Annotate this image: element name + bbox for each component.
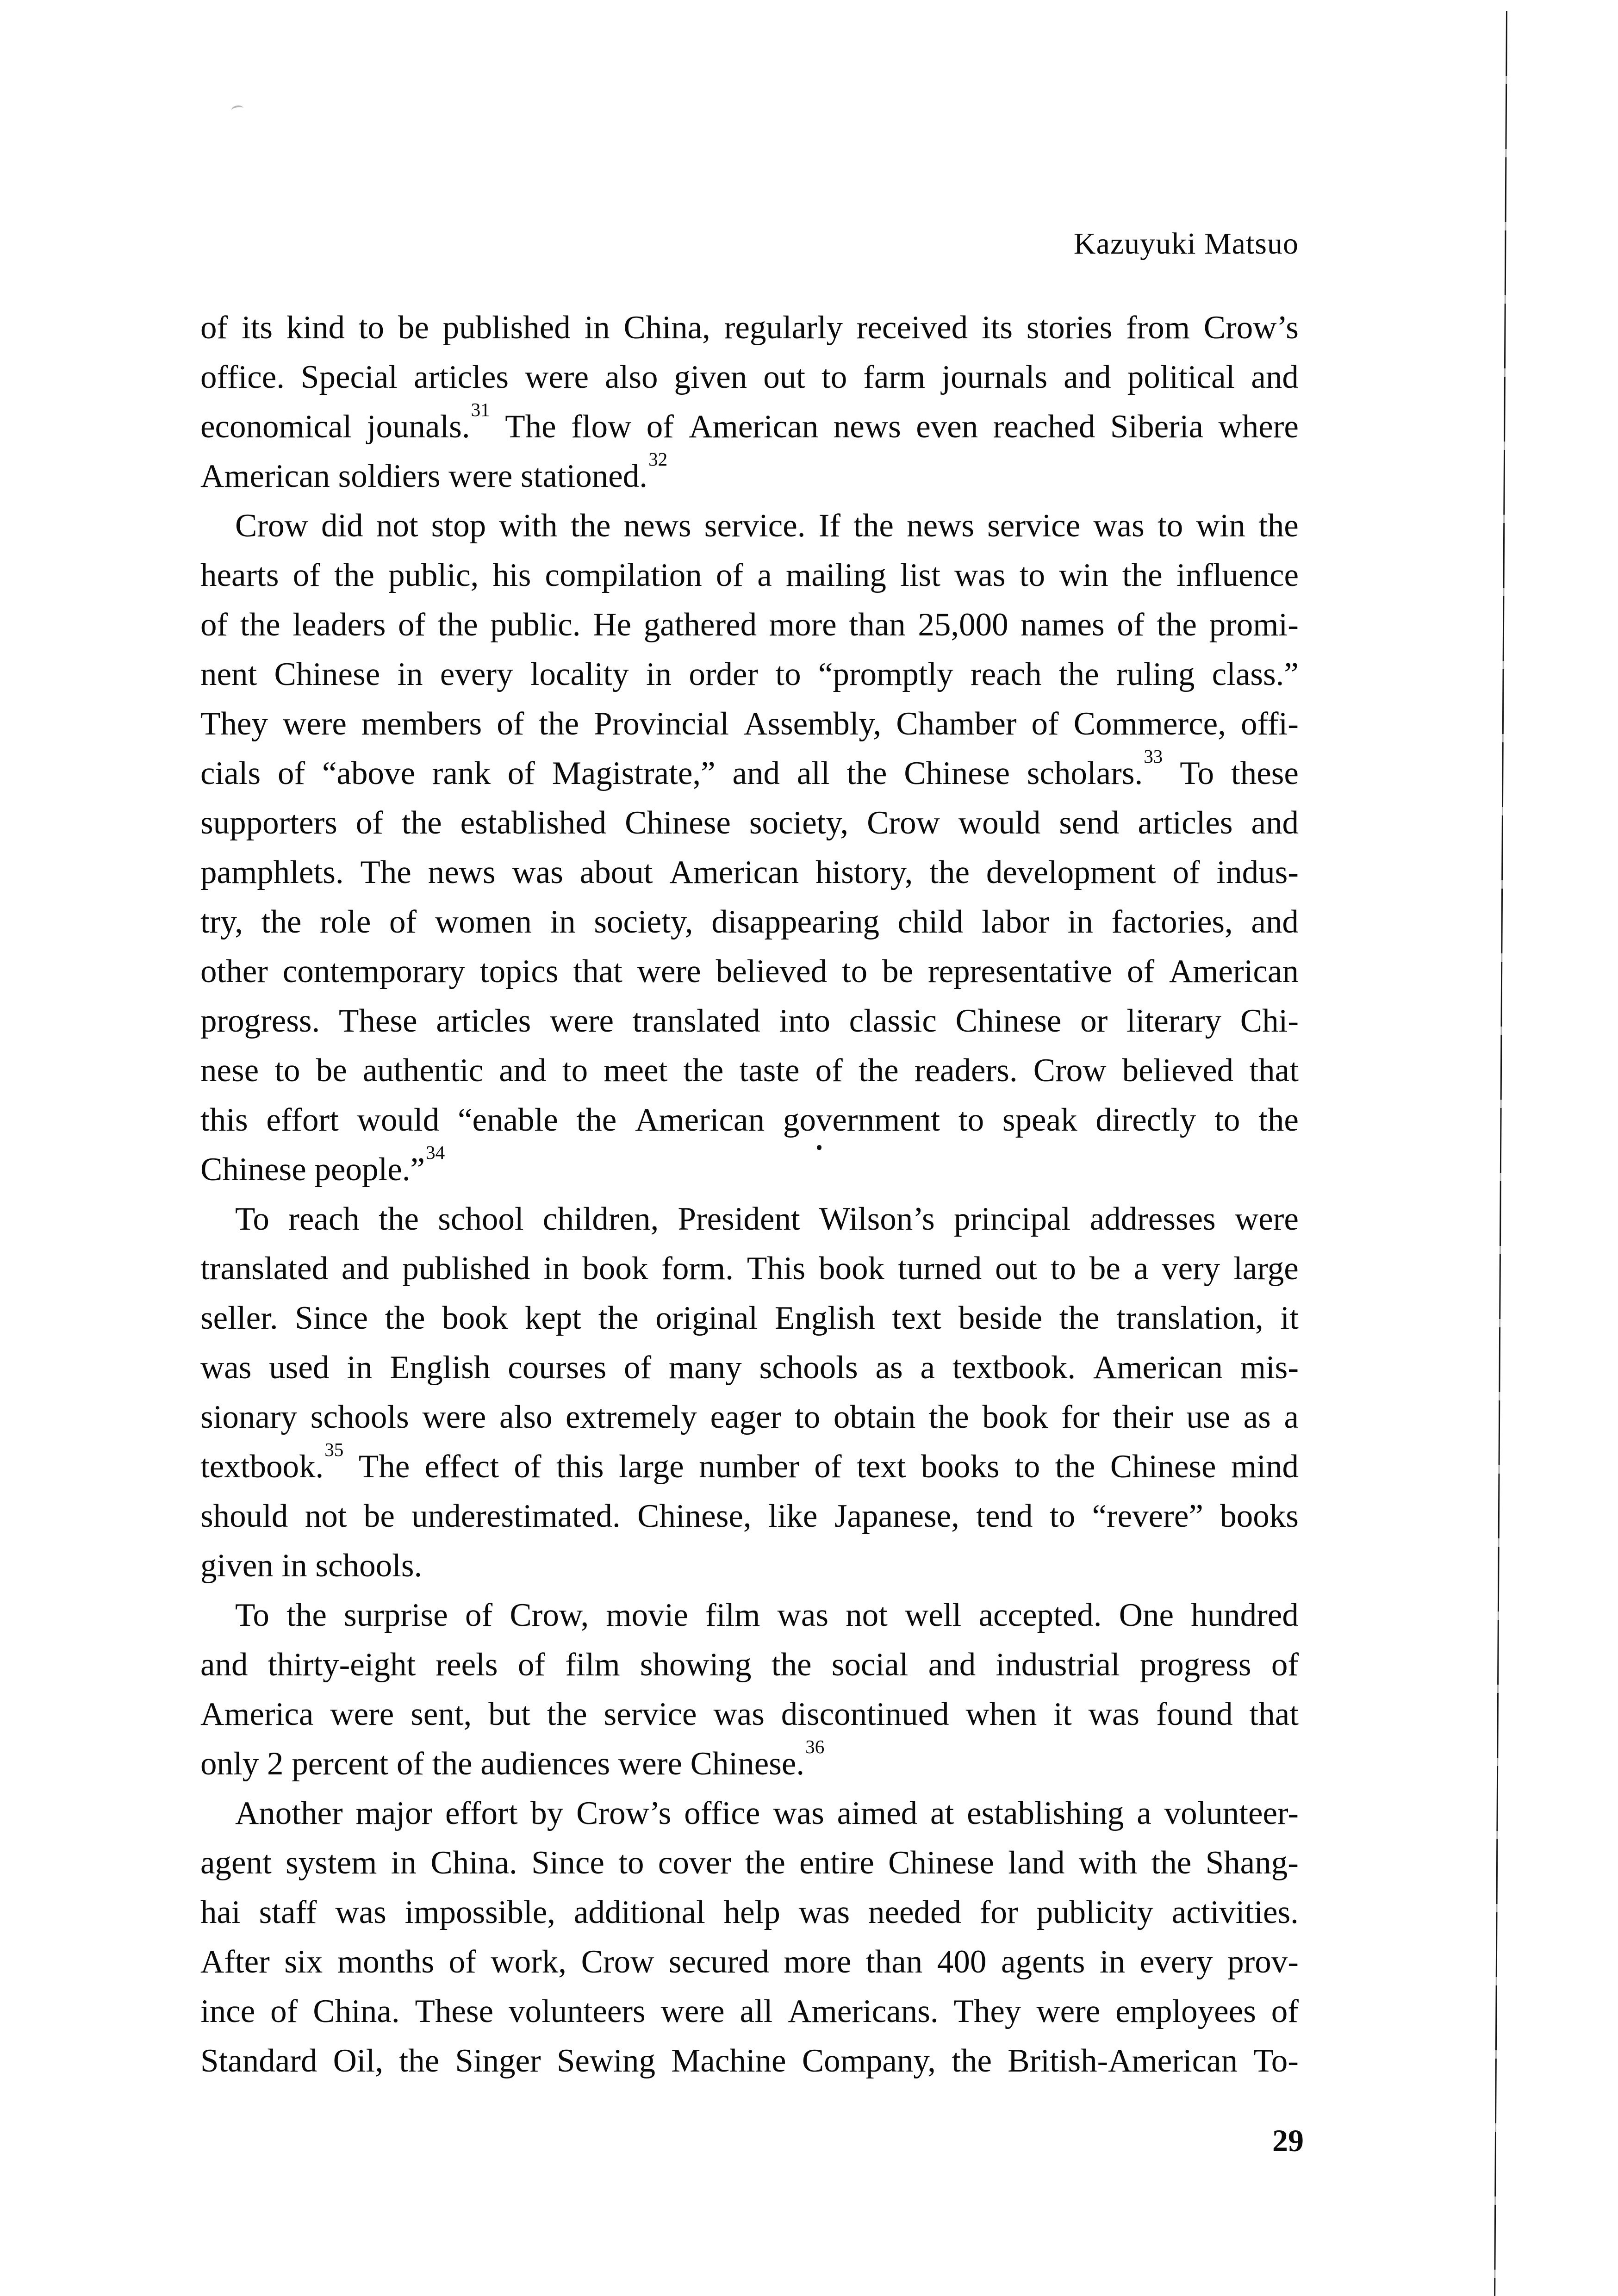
text-line: hearts of the public, his compilation of a mailing list was to win the influence [200, 557, 1299, 593]
text-line: cials of “above rank of Magistrate,” and all the Chinese scholars.$^{33}$ To these [200, 745, 1299, 791]
scan-edge-line-artifact [1494, 11, 1507, 2296]
text-line: should not be underestimated. Chinese, like Japanese, tend to “revere” books [200, 1498, 1299, 1534]
text-line: Crow did not stop with the news service. If the news service was to win the [235, 508, 1299, 544]
text-line: supporters of the established Chinese society, Crow would send articles and [200, 805, 1299, 841]
text-line: textbook.$^{35}$ The effect of this large number of text books to the Chinese mind [200, 1438, 1299, 1485]
text-line: other contemporary topics that were believed to be representative of American [200, 953, 1299, 989]
page-header-author: Kazuyuki Matsuo [1073, 227, 1299, 261]
text-line: Standard Oil, the Singer Sewing Machine Company, the British-American To- [200, 2043, 1299, 2079]
text-block [200, 303, 1299, 2086]
text-line: translated and published in book form. This book turned out to be a very large [200, 1251, 1299, 1287]
text-line: Another major effort by Crow’s office was aimed at establishing a volunteer- [235, 1795, 1299, 1831]
text-line: nent Chinese in every locality in order to “promptly reach the ruling class.” [200, 656, 1299, 692]
text-line: agent system in China. Since to cover the entire Chinese land with the Shang- [200, 1845, 1299, 1881]
text-line: this effort would “enable the American government to speak directly to the [200, 1102, 1299, 1138]
text-line: ince of China. These volunteers were all Americans. They were employees of [200, 1993, 1299, 2029]
text-line: economical jounals.$^{31}$ The flow of American news even reached Siberia where [200, 398, 1299, 445]
text-line: of the leaders of the public. He gathered more than 25,000 names of the promi- [200, 607, 1299, 643]
text-line: only 2 percent of the audiences were Chinese.$^{36}$ [200, 1736, 825, 1782]
page-number: 29 [1272, 2123, 1304, 2158]
text-line: seller. Since the book kept the original English text beside the translation, it [200, 1300, 1299, 1336]
text-line: nese to be authentic and to meet the taste of the readers. Crow believed that [200, 1052, 1299, 1089]
text-line: office. Special articles were also given out to farm journals and political and [200, 359, 1299, 395]
text-line: given in schools. [200, 1548, 423, 1584]
text-line: was used in English courses of many schools as a textbook. American mis- [200, 1350, 1299, 1386]
text-line: and thirty-eight reels of film showing the social and industrial progress of [200, 1647, 1299, 1683]
text-line: try, the role of women in society, disappearing child labor in factories, and [200, 904, 1299, 940]
text-line: Chinese people.”$^{34}$ [200, 1141, 445, 1188]
text-line: American soldiers were stationed.$^{32}$ [200, 448, 668, 494]
scan-smudge-artifact [231, 105, 244, 114]
text-line: progress. These articles were translated into classic Chinese or literary Chi- [200, 1003, 1299, 1039]
text-line: After six months of work, Crow secured more than 400 agents in every prov- [200, 1944, 1299, 1980]
text-line: of its kind to be published in China, regularly received its stories from Crow’s [200, 310, 1299, 346]
text-line: sionary schools were also extremely eager to obtain the book for their use as a [200, 1399, 1299, 1435]
text-line: To reach the school children, President Wilson’s principal addresses were [235, 1201, 1299, 1237]
text-line: America were sent, but the service was discontinued when it was found that [200, 1696, 1299, 1732]
text-line: pamphlets. The news was about American history, the development of indus- [200, 854, 1299, 890]
text-line: To the surprise of Crow, movie film was not well accepted. One hundred [235, 1597, 1299, 1633]
text-line: They were members of the Provincial Assembly, Chamber of Commerce, offi- [200, 706, 1299, 742]
text-line: hai staff was impossible, additional help was needed for publicity activities. [200, 1894, 1299, 1930]
